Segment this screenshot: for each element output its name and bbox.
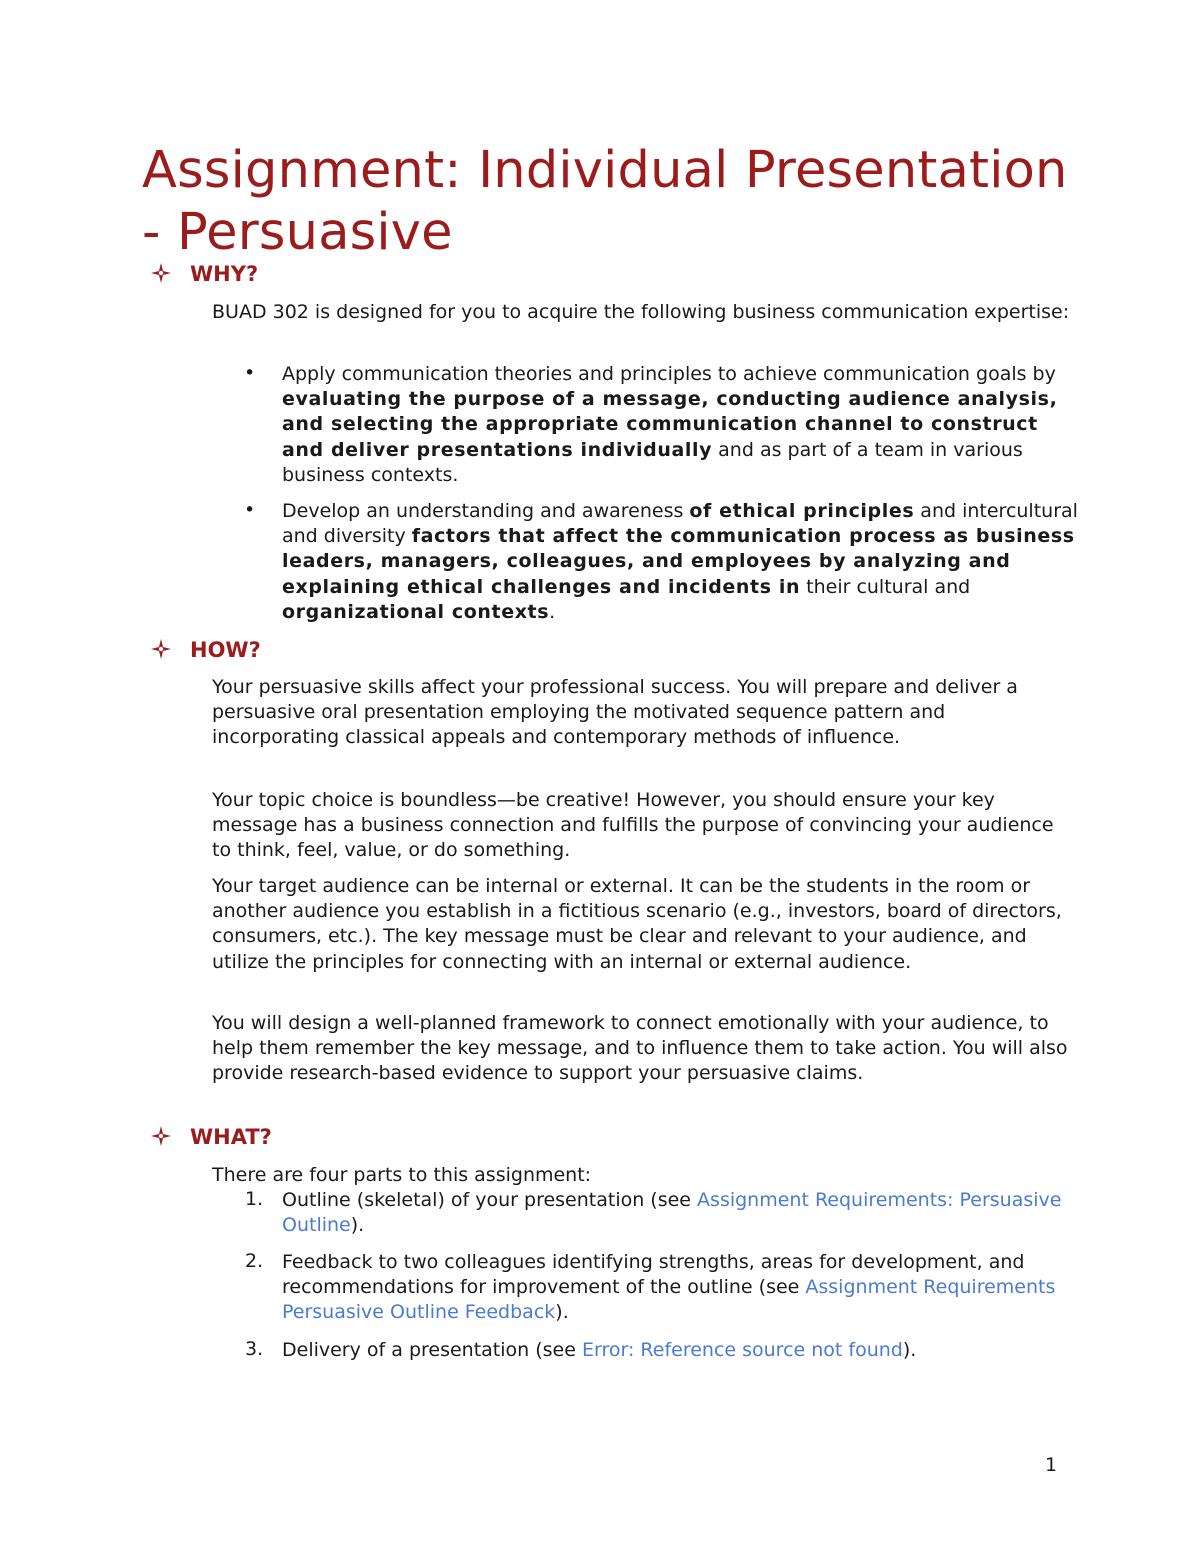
diamond-bullet-icon: [150, 638, 172, 660]
page-number: 1: [1045, 1454, 1058, 1476]
list-item: Delivery of a presentation (see Error: Reference source not found).: [282, 1339, 917, 1361]
bullet-icon: •: [244, 362, 256, 384]
how-heading: [150, 638, 261, 662]
why-intro: BUAD 302 is designed for you to acquire the following business communication expertise:: [212, 301, 1070, 323]
how-paragraph: Your persuasive skills affect your professional success. You will prepare and deliver a persuasive oral presentation employing the motivated sequence pattern and incorporating classical appeals and contemporary methods of influence.: [212, 676, 1018, 749]
list-item: Feedback to two colleagues identifying strengths, areas for development, and recommendations for improvement of the outline (see Assignment Requirements Persuasive Outline Feedback).: [282, 1251, 1056, 1324]
diamond-bullet-icon: [150, 262, 172, 284]
what-intro: There are four parts to this assignment:: [212, 1164, 592, 1186]
outline-requirements-link[interactable]: Assignment Requirements: Persuasive Outline: [282, 1189, 1062, 1237]
list-number: 3.: [245, 1338, 264, 1360]
page-title: Assignment: Individual Presentation - Persuasive: [142, 141, 1068, 262]
how-heading-label: HOW?: [190, 638, 261, 662]
how-paragraph: Your topic choice is boundless—be creative! However, you should ensure your key message has a business connection and fulfills the purpose of convincing your audience to think, feel, value, or do something.: [212, 789, 1054, 862]
outline-feedback-link[interactable]: Assignment Requirements Persuasive Outline Feedback: [282, 1276, 1056, 1324]
how-paragraph: Your target audience can be internal or external. It can be the students in the room or another audience you establish in a fictitious scenario (e.g., investors, board of directors, consumers, etc.). The key message must be clear and relevant to your audience, and utilize the principles for connecting with an internal or external audience.: [212, 875, 1062, 973]
bullet-icon: •: [244, 499, 256, 521]
list-number: 2.: [245, 1250, 264, 1272]
why-heading: [150, 262, 258, 286]
diamond-bullet-icon: [150, 1125, 172, 1147]
what-heading: [150, 1125, 272, 1149]
what-heading-label: WHAT?: [190, 1125, 272, 1149]
how-paragraph: You will design a well-planned framework to connect emotionally with your audience, to help them remember the key message, and to influence them to take action. You will also provide research-based evidence to support your persuasive claims.: [212, 1012, 1068, 1085]
why-heading-label: WHY?: [190, 262, 259, 286]
list-item: Develop an understanding and awareness of ethical principles and intercultural and diversity factors that affect the communication process as business leaders, managers, colleagues, and employees by analyzing and explaining ethical challenges and incidents in their cultural and organizational contexts.: [282, 500, 1078, 623]
reference-error-link[interactable]: Error: Reference source not found: [581, 1339, 903, 1361]
list-item: Apply communication theories and principles to achieve communication goals by evaluating the purpose of a message, conducting audience analysis, and selecting the appropriate communication channel to construct and deliver presentations individually and as part of a team in various business contexts.: [282, 363, 1058, 486]
list-number: 1.: [245, 1188, 264, 1210]
list-item: Outline (skeletal) of your presentation (see Assignment Requirements: Persuasive Outline).: [282, 1189, 1062, 1237]
